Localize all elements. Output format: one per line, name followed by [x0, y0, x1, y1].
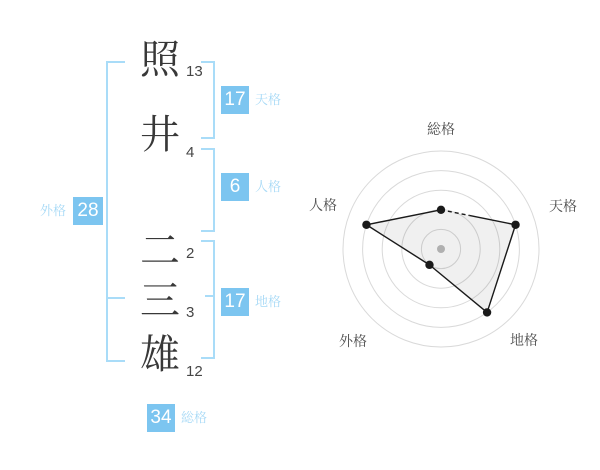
stroke-count-2: 4: [186, 144, 195, 161]
stroke-count-1: 13: [186, 63, 203, 80]
soukaku-badge: 34: [147, 404, 175, 432]
kanji-char-3: 二: [140, 229, 180, 273]
jinkaku-badge: 6: [221, 173, 249, 201]
chikaku-label: 地格: [255, 294, 282, 309]
gaikaku-label: 外格: [40, 203, 67, 218]
radar-axis-label-soukaku: 総格: [427, 121, 455, 137]
tenkaku-label: 天格: [255, 92, 282, 107]
kanji-char-5: 雄: [140, 333, 180, 377]
kanji-char-4: 三: [140, 279, 180, 323]
radar-data-polygon: [362, 206, 520, 317]
kanji-char-2: 井: [140, 113, 180, 157]
jinkaku-label: 人格: [255, 179, 282, 194]
chikaku-badge: 17: [221, 288, 249, 316]
stroke-count-3: 2: [186, 245, 195, 262]
stroke-count-4: 3: [186, 304, 195, 321]
kanji-char-1: 照: [140, 38, 180, 82]
gaikaku-badge: 28: [73, 197, 103, 225]
tenkaku-badge: 17: [221, 86, 249, 114]
soukaku-label: 総格: [181, 410, 208, 425]
radar-axis-label-jinkaku: 人格: [309, 197, 337, 213]
radar-axis-label-gaikaku: 外格: [339, 333, 367, 349]
stroke-count-5: 12: [186, 363, 203, 380]
radar-axis-label-chikaku: 地格: [510, 332, 538, 348]
radar-axis-label-tenkaku: 天格: [549, 198, 577, 214]
